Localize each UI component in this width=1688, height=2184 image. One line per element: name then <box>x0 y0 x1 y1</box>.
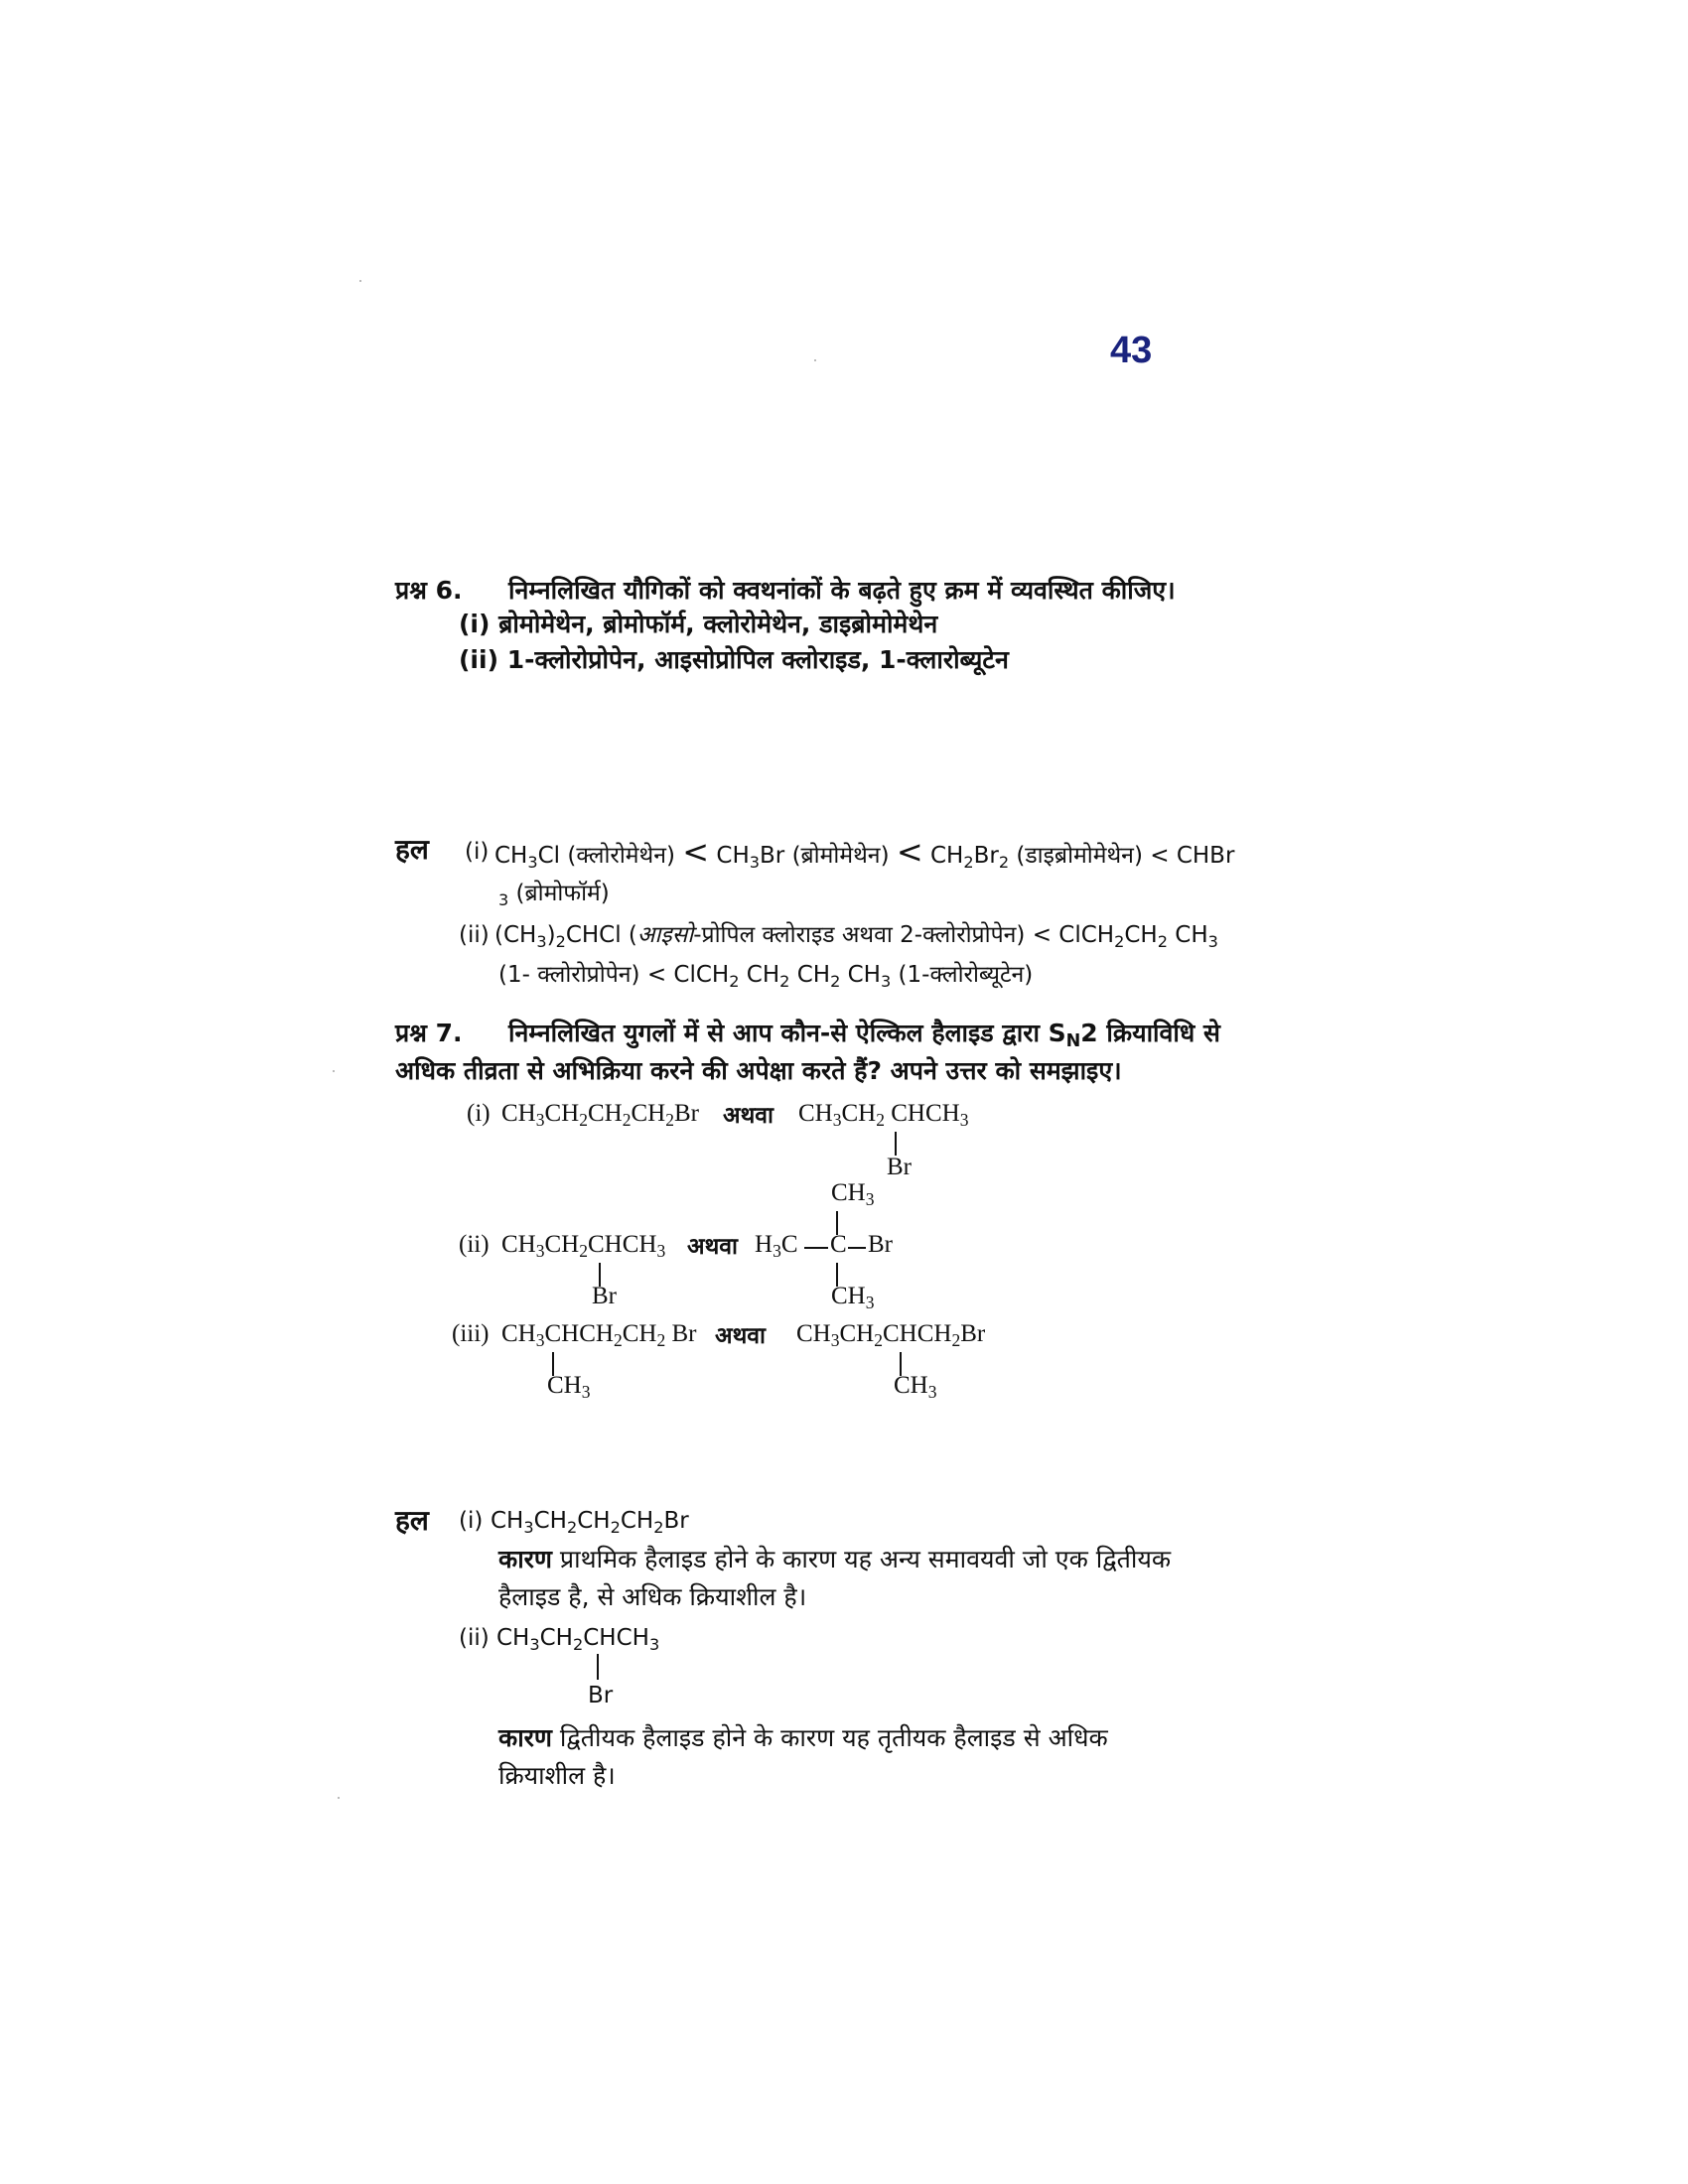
solution-6-ii-line-1: $(CH_3)_2CHCl$ (आइसो-प्रोपिल क्लोराइड अथवा 2-क्लोरोप्रोपेन) < $ClCH_2CH_2$ $CH_3$ <box>494 922 1218 951</box>
solution-7-ii-substituent: Br <box>588 1683 614 1708</box>
q7-ii-right-group: Br <box>868 1231 893 1258</box>
solution-7-ii-formula: $CH_3CH_2CHCH_3$ <box>496 1625 660 1654</box>
solution-7-ii-reason-line-1: कारण द्वितीयक हैलाइड होने के कारण यह तृतीयक हैलाइड से अधिक <box>498 1723 1108 1752</box>
q7-iii-number: (iii) <box>452 1320 490 1347</box>
solution-7-i-number: (i) <box>459 1508 484 1534</box>
q7-i-substituent: Br <box>887 1154 912 1180</box>
solution-7-i-formula: $CH_3CH_2CH_2CH_2Br$ <box>491 1508 689 1537</box>
solution-6-ii-line-2: (1- क्लोरोप्रोपेन) < ClCH$_2$ $CH_2$ $CH_2$ $CH_3$ (1-क्लोरोब्यूटेन) <box>498 962 1034 991</box>
q7-iii-substituent-1: $CH_3$ <box>547 1372 591 1402</box>
question-6-part-i: (i) ब्रोमोमेथेन, ब्रोमोफॉर्म, क्लोरोमेथेन, डाइब्रोमोमेथेन <box>459 610 938 638</box>
q7-ii-left-group: $H_3C$ <box>755 1231 798 1261</box>
solution-7-ii-bond <box>597 1654 599 1680</box>
solution-6-label: हल <box>395 833 429 866</box>
solution-6-i-line-1: $CH_3Cl$ (क्लोरोमेथेन) < $CH_3Br$ (ब्रोमोमेथेन) < $CH_2Br_2$ (डाइब्रोमोमेथेन) < CHBr <box>494 833 1235 872</box>
question-7-label: प्रश्न 7. <box>395 1019 463 1047</box>
solution-7-i-reason-line-2: हैलाइड है, से अधिक क्रियाशील है। <box>498 1582 807 1611</box>
q7-i-formula-1: $CH_3CH_2CH_2CH_2Br$ <box>501 1100 699 1130</box>
q7-ii-bottom-group: $CH_3$ <box>831 1283 875 1312</box>
q7-i-bond <box>895 1132 897 1156</box>
q7-i-or: अथवा <box>723 1103 774 1129</box>
scan-speck <box>338 1797 340 1799</box>
q7-ii-or: अथवा <box>687 1234 739 1260</box>
q7-ii-right-bond <box>848 1247 866 1249</box>
solution-6-i-line-2: $_3$ (ब्रोमोफॉर्म) <box>498 881 610 909</box>
q7-iii-substituent-2: $CH_3$ <box>894 1372 937 1402</box>
q7-ii-number: (ii) <box>459 1231 490 1258</box>
solution-7-ii-number: (ii) <box>459 1625 490 1651</box>
scan-speck <box>333 1070 335 1072</box>
q7-i-formula-2: $CH_3CH_2$ $CHCH_3$ <box>798 1100 969 1130</box>
question-6-label: प्रश्न 6. <box>395 576 463 605</box>
question-6-part-ii: (ii) 1-क्लोरोप्रोपेन, आइसोप्रोपिल क्लोराइड, 1-क्लारोब्यूटेन <box>459 645 1009 674</box>
q7-iii-formula-1: $CH_3CHCH_2CH_2$ Br <box>501 1320 697 1350</box>
q7-ii-left-bond <box>804 1247 828 1249</box>
solution-7-label: हल <box>395 1504 429 1537</box>
q7-ii-formula-1: $CH_3CH_2CHCH_3$ <box>501 1231 666 1261</box>
solution-6-i-number: (i) <box>465 839 490 865</box>
q7-i-number: (i) <box>467 1100 491 1127</box>
solution-7-ii-reason-line-2: क्रियाशील है। <box>498 1761 616 1790</box>
page-number: 43 <box>1110 330 1153 371</box>
q7-iii-or: अथवा <box>715 1323 767 1349</box>
scan-speck <box>359 280 361 282</box>
q7-ii-top-group: $CH_3$ <box>831 1179 875 1209</box>
solution-7-i-reason-line-1: कारण प्राथमिक हैलाइड होने के कारण यह अन्य समावयवी जो एक द्वितीयक <box>498 1545 1172 1573</box>
q7-iii-formula-2: $CH_3CH_2CHCH_2Br$ <box>796 1320 986 1350</box>
question-7-text-line-2: अधिक तीव्रता से अभिक्रिया करने की अपेक्षा करते हैं? अपने उत्तर को समझाइए। <box>395 1056 1122 1085</box>
q7-ii-center-atom: C <box>830 1231 847 1258</box>
scan-speck <box>814 359 816 361</box>
question-6-text: निम्नलिखित यौगिकों को क्वथनांकों के बढ़ते हुए क्रम में व्यवस्थित कीजिए। <box>508 576 1176 605</box>
solution-6-ii-number: (ii) <box>459 922 490 948</box>
q7-ii-substituent-1: Br <box>592 1283 617 1309</box>
question-7-text-line-1: निम्नलिखित युगलों में से आप कौन-से ऐल्किल हैलाइड द्वारा $S_N2$ क्रियाविधि से <box>508 1019 1220 1051</box>
